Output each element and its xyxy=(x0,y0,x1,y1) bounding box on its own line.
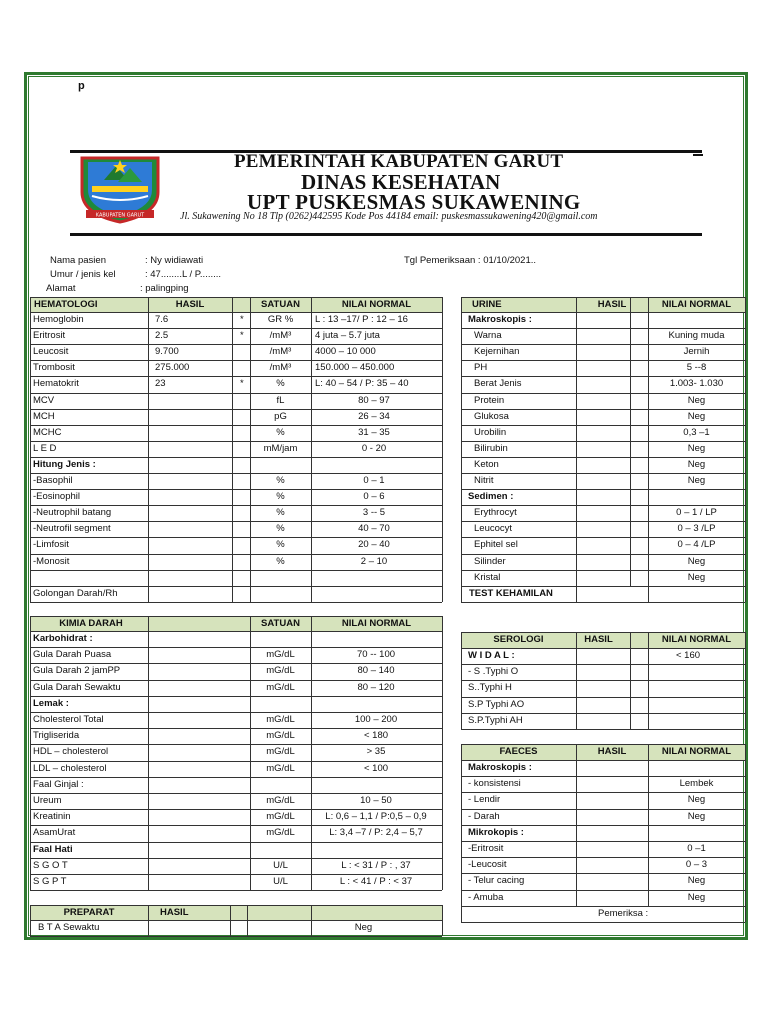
faeces-test-name: - konsistensi xyxy=(468,778,521,790)
grid-line xyxy=(461,841,745,842)
test-normal-range: 100 – 200 xyxy=(354,714,398,725)
test-normal-range: 2 – 10 xyxy=(360,555,388,567)
test-normal-range: L: 0,6 – 1,1 / P:0,5 – 0,9 xyxy=(325,811,427,823)
grid-line xyxy=(461,680,745,681)
grid-line xyxy=(442,616,443,890)
grid-line xyxy=(461,489,745,490)
grid-line xyxy=(745,906,746,922)
grid-line xyxy=(148,297,149,602)
test-name: Lemak : xyxy=(33,697,69,709)
patient-address-value: : palingping xyxy=(140,283,189,294)
test-name: Eritrosit xyxy=(33,330,66,342)
urine-normal-range: 1.003- 1.030 xyxy=(669,378,724,390)
test-unit: % xyxy=(276,475,285,486)
hasil-header: HASIL xyxy=(175,299,205,310)
test-name: Faal Hati xyxy=(33,843,73,855)
grid-line xyxy=(30,473,442,474)
faeces-test-name: - Darah xyxy=(468,810,500,822)
urine-normal-range: Jernih xyxy=(683,346,710,358)
satuan-header: SATUAN xyxy=(261,618,300,629)
test-result: 7.6 xyxy=(155,314,169,325)
urine-test-name: Protein xyxy=(474,394,505,406)
grid-line xyxy=(461,586,462,602)
urine-normal-range: Neg xyxy=(687,458,706,470)
test-normal-range: 20 – 40 xyxy=(358,539,390,551)
letterhead-address: Jl. Sukawening No 18 Tlp (0262)442595 Kode Pos 44184 email: puskesmassukawening420@gmail.com xyxy=(180,211,598,222)
test-name: -Basophil xyxy=(33,475,73,486)
test-name: Kreatinin xyxy=(33,811,71,823)
test-normal-range: 80 – 97 xyxy=(358,394,390,406)
test-unit: U/L xyxy=(273,876,288,887)
patient-address-label: Alamat xyxy=(46,283,76,294)
grid-line xyxy=(30,537,442,538)
grid-line xyxy=(461,632,462,729)
test-unit: mG/dL xyxy=(266,681,295,693)
grid-line xyxy=(461,873,745,874)
faeces-test-name: Mikrokopis : xyxy=(468,826,524,838)
grid-line xyxy=(461,312,745,313)
grid-line xyxy=(30,920,442,921)
urine-normal-range: Kuning muda xyxy=(668,330,725,342)
patient-name-label: Nama pasien xyxy=(50,255,106,266)
nilai-normal-header: NILAI NORMAL xyxy=(341,618,412,629)
urine-test-name: Sedimen : xyxy=(468,491,514,503)
faeces-test-name: Makroskopis : xyxy=(468,762,532,773)
grid-line xyxy=(250,616,251,890)
grid-line xyxy=(745,744,746,906)
urine-normal-range: Neg xyxy=(687,394,706,406)
test-name: -Neutrofil segment xyxy=(33,523,111,535)
grid-line xyxy=(30,631,442,632)
grid-line xyxy=(461,297,462,586)
grid-line xyxy=(30,616,31,890)
pemeriksa-label: Pemeriksa : xyxy=(598,908,649,919)
grid-line xyxy=(30,489,442,490)
test-name: Hitung Jenis : xyxy=(33,458,96,470)
test-unit: mG/dL xyxy=(266,762,295,774)
grid-line xyxy=(461,360,745,361)
letterhead-dash xyxy=(693,154,703,156)
satuan-header: SATUAN xyxy=(261,299,300,310)
grid-line xyxy=(630,297,631,586)
grid-line xyxy=(461,537,745,538)
test-unit: % xyxy=(276,507,285,519)
test-unit: mG/dL xyxy=(266,730,295,742)
grid-line xyxy=(461,729,745,730)
urine-test-name: Bilirubin xyxy=(474,442,508,454)
urine-test-name: Glukosa xyxy=(474,410,509,422)
grid-line xyxy=(30,712,442,713)
grid-line xyxy=(30,328,442,329)
urine-normal-range: Neg xyxy=(687,475,706,486)
grid-line xyxy=(30,312,442,313)
corner-mark: p xyxy=(78,80,85,92)
grid-line xyxy=(576,632,577,729)
grid-line xyxy=(461,776,745,777)
urine-test-name: Warna xyxy=(474,330,502,342)
test-name: Leucosit xyxy=(33,346,69,358)
urine-normal-range: 0 – 3 /LP xyxy=(677,523,716,535)
faeces-normal-range: Neg xyxy=(687,891,706,903)
grid-line xyxy=(461,505,745,506)
grid-line xyxy=(461,521,745,522)
test-unit: % xyxy=(276,523,285,535)
test-normal-range: 80 – 140 xyxy=(357,665,395,677)
grid-line xyxy=(30,616,442,617)
grid-line xyxy=(461,457,745,458)
test-name: Ureum xyxy=(33,795,62,806)
grid-line xyxy=(461,297,745,298)
test-normal-range: L : 13 –17/ P : 12 – 16 xyxy=(315,314,408,325)
test-name: -Limfosit xyxy=(33,539,69,551)
grid-line xyxy=(30,602,442,603)
test-name: AsamUrat xyxy=(33,827,76,839)
test-name: S G P T xyxy=(33,876,67,887)
test-unit: % xyxy=(276,378,285,390)
abnormal-flag: * xyxy=(240,378,244,390)
bta-test-name: B T A Sewaktu xyxy=(38,922,100,933)
faeces-normal-range: Neg xyxy=(687,810,706,822)
grid-line xyxy=(30,842,442,843)
test-unit: mG/dL xyxy=(266,714,295,725)
test-unit: % xyxy=(276,555,285,567)
urine-test-name: Erythrocyt xyxy=(474,507,517,519)
urine-test-name: Leucocyt xyxy=(474,523,513,535)
test-normal-range: 10 – 50 xyxy=(360,795,392,806)
test-unit: U/L xyxy=(273,859,288,871)
grid-line xyxy=(30,505,442,506)
exam-date: Tgl Pemeriksaan : 01/10/2021.. xyxy=(404,255,537,266)
grid-line xyxy=(461,376,745,377)
svg-text:KABUPATEN GARUT: KABUPATEN GARUT xyxy=(95,212,145,219)
letterhead-clinic: UPT PUSKESMAS SUKAWENING xyxy=(247,190,581,214)
test-name: Hematokrit xyxy=(33,378,79,390)
test-normal-range: 26 – 34 xyxy=(358,410,390,422)
urine-normal-range: 0 – 1 / LP xyxy=(676,507,717,519)
grid-line xyxy=(442,905,443,936)
grid-line xyxy=(461,792,745,793)
faeces-header: FAECES xyxy=(499,746,538,757)
grid-line xyxy=(30,793,442,794)
grid-line xyxy=(30,728,442,729)
faeces-normal-range: 0 – 3 xyxy=(685,859,708,871)
grid-line xyxy=(461,906,745,907)
test-normal-range: 80 – 120 xyxy=(357,681,395,693)
faeces-test-name: - Telur cacing xyxy=(468,875,525,887)
urine-header: URINE xyxy=(472,299,502,310)
test-normal-range: 4 juta – 5.7 juta xyxy=(315,330,380,342)
widal-test-name: - S .Typhi O xyxy=(468,666,519,678)
test-name: Cholesterol Total xyxy=(33,714,104,725)
test-result: 23 xyxy=(155,378,166,390)
test-unit: % xyxy=(276,426,285,438)
letterhead-department: DINAS KESEHATAN xyxy=(301,170,501,194)
test-name: LDL – cholesterol xyxy=(33,762,107,774)
urine-normal-range: Neg xyxy=(687,571,706,583)
test-normal-range: < 100 xyxy=(363,762,389,774)
serologi-header: SEROLOGI xyxy=(493,634,544,645)
test-unit: /mM³ xyxy=(269,362,292,374)
grid-line xyxy=(576,297,577,586)
grid-line xyxy=(30,297,31,602)
test-name: Faal Ginjal : xyxy=(33,778,84,790)
test-result: 9.700 xyxy=(155,346,179,358)
urine-normal-range: Neg xyxy=(687,410,706,422)
grid-line xyxy=(648,744,649,906)
kimia-header: KIMIA DARAH xyxy=(59,618,123,629)
test-unit: mG/dL xyxy=(266,649,295,661)
test-result: 275.000 xyxy=(155,362,190,374)
grid-line xyxy=(247,905,248,936)
test-normal-range: 3 -- 5 xyxy=(362,507,386,519)
grid-line xyxy=(461,906,462,922)
grid-line xyxy=(30,809,442,810)
grid-line xyxy=(648,632,649,729)
grid-line xyxy=(745,297,746,586)
grid-line xyxy=(461,760,745,761)
grid-line xyxy=(30,521,442,522)
grid-line xyxy=(30,777,442,778)
urine-test-name: Makroskopis : xyxy=(468,314,532,325)
urine-normal-range: Neg xyxy=(687,555,706,567)
grid-line xyxy=(461,328,745,329)
nilai-normal-header: NILAI NORMAL xyxy=(341,299,412,310)
test-name: -Neutrophil batang xyxy=(33,507,112,519)
abnormal-flag: * xyxy=(240,314,244,325)
test-normal-range: 150.000 – 450.000 xyxy=(315,362,395,374)
grid-line xyxy=(461,857,745,858)
grid-line xyxy=(442,297,443,602)
test-unit: mG/dL xyxy=(266,795,295,806)
faeces-test-name: - Lendir xyxy=(468,794,501,806)
grid-line xyxy=(311,297,312,602)
grid-line xyxy=(311,905,312,936)
test-unit: mG/dL xyxy=(266,665,295,677)
urine-normal-range: Neg xyxy=(687,442,706,454)
grid-line xyxy=(461,648,745,649)
urine-test-name: PH xyxy=(474,362,488,374)
test-name: -Monosit xyxy=(33,555,70,567)
grid-line xyxy=(30,936,442,937)
grid-line xyxy=(30,663,442,664)
letterhead-bottom-rule xyxy=(70,233,702,236)
patient-name-value: : Ny widiawati xyxy=(145,255,204,266)
urine-test-name: Ephitel sel xyxy=(474,539,518,551)
faeces-normal-range: 0 –1 xyxy=(687,843,706,854)
test-name: Karbohidrat : xyxy=(33,633,93,644)
grid-line xyxy=(30,890,442,891)
letterhead-government: PEMERINTAH KABUPATEN GARUT xyxy=(234,151,564,172)
widal-test-name: S.P.Typhi AH xyxy=(468,714,523,726)
nilai-normal-header: NILAI NORMAL xyxy=(661,634,732,645)
grid-line xyxy=(30,570,442,571)
test-unit: /mM³ xyxy=(269,346,292,358)
test-name: Gula Darah 2 jamPP xyxy=(33,665,121,677)
faeces-normal-range: Neg xyxy=(687,794,706,806)
grid-line xyxy=(30,376,442,377)
nilai-normal-header: NILAI NORMAL xyxy=(661,299,732,310)
grid-line xyxy=(30,825,442,826)
test-normal-range: < 180 xyxy=(363,730,389,742)
grid-line xyxy=(30,696,442,697)
grid-line xyxy=(148,905,149,936)
test-normal-range: 0 – 6 xyxy=(363,491,385,503)
test-name: HDL – cholesterol xyxy=(33,746,109,758)
test-normal-range: 70 -- 100 xyxy=(356,649,396,661)
hematologi-header: HEMATOLOGI xyxy=(34,299,98,310)
faeces-test-name: -Leucosit xyxy=(468,859,507,871)
urine-test-name: Kristal xyxy=(474,571,501,583)
test-normal-range: > 35 xyxy=(366,746,386,758)
test-name: -Eosinophil xyxy=(33,491,80,503)
test-unit: /mM³ xyxy=(269,330,292,342)
grid-line xyxy=(461,744,462,906)
grid-line xyxy=(648,297,649,586)
patient-age-label: Umur / jenis kel xyxy=(50,269,116,280)
test-unit: GR % xyxy=(267,314,294,325)
grid-line xyxy=(461,602,745,603)
grid-line xyxy=(461,632,745,633)
abnormal-flag: * xyxy=(240,330,244,342)
faeces-test-name: - Amuba xyxy=(468,891,504,903)
test-name: Trigliserida xyxy=(33,730,80,742)
test-name: MCHC xyxy=(33,426,62,438)
test-unit: mG/dL xyxy=(266,811,295,823)
grid-line xyxy=(461,586,745,587)
test-unit: fL xyxy=(276,394,285,406)
grid-line xyxy=(232,297,233,602)
test-name: MCH xyxy=(33,410,55,422)
urine-normal-range: 5 --8 xyxy=(686,362,707,374)
faeces-normal-range: Neg xyxy=(687,875,706,887)
urine-test-name: Nitrit xyxy=(474,475,494,486)
test-normal-range: L : < 41 / P : < 37 xyxy=(339,876,413,887)
grid-line xyxy=(30,647,442,648)
grid-line xyxy=(745,586,746,602)
patient-age-value: : 47........L / P........ xyxy=(145,269,222,280)
test-name: S G O T xyxy=(33,859,68,871)
nilai-normal-header: NILAI NORMAL xyxy=(661,746,732,757)
grid-line xyxy=(230,905,231,936)
grid-line xyxy=(30,905,31,936)
grid-line xyxy=(648,586,649,602)
grid-line xyxy=(148,616,149,890)
widal-test-name: S.P Typhi AO xyxy=(468,698,525,710)
widal-test-name: S..Typhi H xyxy=(468,682,512,694)
grid-line xyxy=(30,905,442,906)
test-unit: pG xyxy=(274,410,287,422)
grid-line xyxy=(30,744,442,745)
grid-line xyxy=(461,744,745,745)
grid-line xyxy=(745,632,746,729)
test-name: L E D xyxy=(33,442,57,454)
grid-line xyxy=(461,922,745,923)
urine-test-name: Keton xyxy=(474,458,499,470)
test-name: Trombosit xyxy=(33,362,75,374)
test-normal-range: 40 – 70 xyxy=(358,523,390,535)
test-normal-range: 0 – 1 xyxy=(363,475,385,486)
faeces-normal-range: Lembek xyxy=(679,778,714,790)
test-unit: mG/dL xyxy=(266,746,295,758)
urine-test-name: Kejernihan xyxy=(474,346,520,358)
grid-line xyxy=(461,344,745,345)
grid-line xyxy=(311,616,312,890)
test-name: MCV xyxy=(33,394,55,406)
hasil-header: HASIL xyxy=(597,299,627,310)
test-name: Gula Darah Puasa xyxy=(33,649,112,661)
test-normal-range: 4000 – 10 000 xyxy=(315,346,376,358)
test-unit: % xyxy=(276,539,285,551)
test-name: Golongan Darah/Rh xyxy=(33,587,118,599)
preparat-header: PREPARAT xyxy=(63,907,115,918)
hasil-header: HASIL xyxy=(160,907,189,918)
grid-line xyxy=(461,664,745,665)
test-normal-range: 0 - 20 xyxy=(361,442,387,454)
grid-line xyxy=(30,457,442,458)
grid-line xyxy=(30,297,442,298)
hasil-header: HASIL xyxy=(597,746,627,757)
test-normal-range: L: 3,4 –7 / P: 2,4 – 5,7 xyxy=(329,827,423,839)
grid-line xyxy=(461,473,745,474)
test-normal-range: 31 – 35 xyxy=(358,426,390,438)
urine-test-name: Silinder xyxy=(474,555,506,567)
test-result: 2.5 xyxy=(155,330,169,342)
test-unit: mM/jam xyxy=(263,442,298,454)
test-name: Gula Darah Sewaktu xyxy=(33,681,121,693)
grid-line xyxy=(576,744,577,906)
faeces-test-name: -Eritrosit xyxy=(468,843,504,854)
test-normal-range: L : < 31 / P : , 37 xyxy=(341,859,411,871)
urine-normal-range: 0,3 –1 xyxy=(683,426,710,438)
grid-line xyxy=(30,360,442,361)
urine-test-name: Berat Jenis xyxy=(474,378,522,390)
bta-result: Neg xyxy=(354,922,373,933)
grid-line xyxy=(30,344,442,345)
urine-test-name: Urobilin xyxy=(474,426,507,438)
test-normal-range: L: 40 – 54 / P: 35 – 40 xyxy=(315,378,409,390)
grid-line xyxy=(630,632,631,729)
hasil-header: HASIL xyxy=(584,634,613,645)
grid-line xyxy=(576,586,577,602)
grid-line xyxy=(30,874,442,875)
urine-normal-range: 0 – 4 /LP xyxy=(677,539,716,551)
test-unit: mG/dL xyxy=(266,827,295,839)
test-unit: % xyxy=(276,491,285,503)
widal-normal-range: < 160 xyxy=(675,650,701,661)
grid-line xyxy=(250,297,251,602)
test-kehamilan-label: TEST KEHAMILAN xyxy=(469,588,553,599)
widal-test-name: W I D A L : xyxy=(468,650,515,661)
test-name: Hemoglobin xyxy=(33,314,84,325)
garut-logo-icon xyxy=(74,152,166,224)
